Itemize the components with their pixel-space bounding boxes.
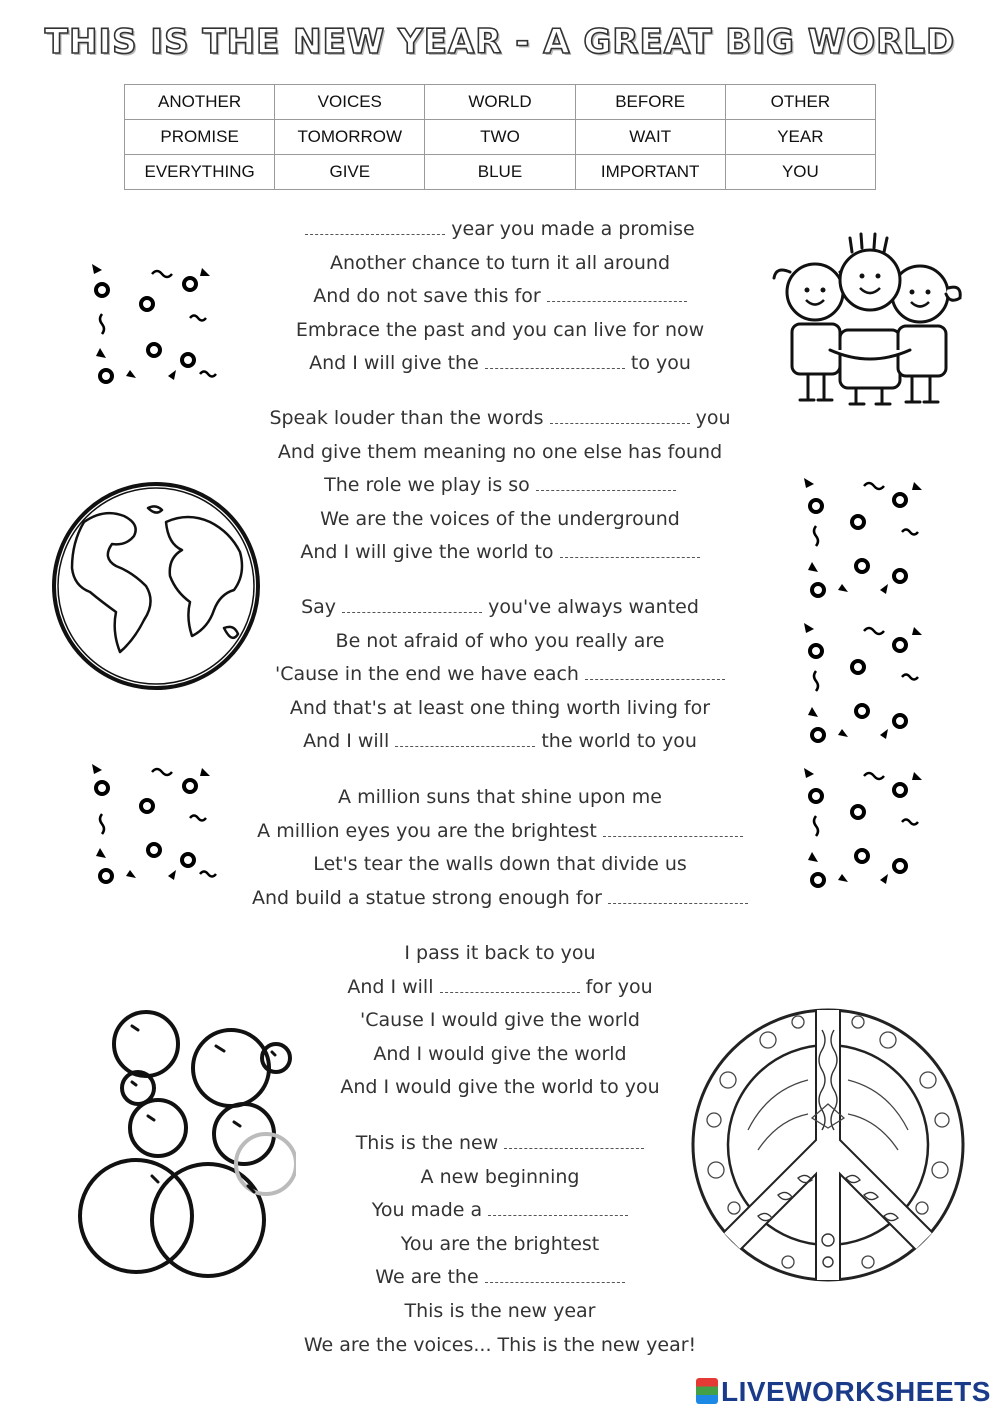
lyric-line — [200, 1329, 800, 1363]
lyric-text: 'Cause I would give the world — [360, 1009, 640, 1032]
lyric-line — [200, 937, 800, 971]
word-bank-cell: EVERYTHING — [125, 155, 275, 190]
lyric-line — [200, 247, 800, 281]
peace-sign-icon — [688, 1000, 968, 1290]
lyric-text: And I will give the — [309, 352, 479, 375]
worksheet-title: THIS IS THE NEW YEAR - A GREAT BIG WORLD — [44, 22, 956, 62]
lyric-text: to you — [630, 352, 691, 375]
word-bank-cell: BLUE — [425, 155, 575, 190]
lyric-text: This is the new — [355, 1132, 499, 1154]
lyric-text: And I will — [303, 730, 390, 753]
lyric-text: The role we play is so — [324, 474, 530, 497]
word-bank-table — [124, 84, 876, 190]
lyric-text: Be not afraid of who you really are — [335, 629, 665, 652]
answer-blank[interactable] — [305, 220, 445, 235]
answer-blank[interactable] — [395, 732, 535, 747]
lyric-line — [200, 725, 800, 759]
bubbles-icon — [76, 1006, 296, 1278]
lyric-line — [200, 402, 800, 436]
children-drawing-icon — [770, 232, 970, 412]
lyric-text: Speak louder than the words — [269, 407, 544, 429]
lyric-text: the world to you — [541, 730, 697, 753]
lyric-line — [200, 848, 800, 882]
word-bank-cell: ANOTHER — [125, 85, 275, 120]
lyric-text: And I would give the world — [373, 1042, 627, 1065]
confetti-strip-icon — [790, 470, 935, 900]
lyric-line — [200, 692, 800, 726]
globe-icon — [48, 478, 264, 694]
word-bank-cell: IMPORTANT — [575, 155, 725, 190]
answer-blank[interactable] — [536, 476, 676, 491]
verse-1 — [200, 213, 800, 381]
answer-blank[interactable] — [488, 1201, 628, 1216]
lyric-line — [200, 815, 800, 849]
lyric-text: you — [695, 407, 731, 429]
lyric-text: And I would give the world to you — [340, 1076, 660, 1099]
answer-blank[interactable] — [608, 889, 748, 904]
verse-3 — [200, 591, 800, 759]
word-bank-cell: WORLD — [425, 85, 575, 120]
answer-blank[interactable] — [485, 354, 625, 369]
confetti-icon — [82, 756, 222, 896]
lyric-text: Let's tear the walls down that divide us — [313, 853, 687, 876]
answer-blank[interactable] — [547, 287, 687, 302]
lyric-text: And I will — [347, 975, 434, 998]
lyric-line — [200, 882, 800, 916]
lyric-text: I pass it back to you — [404, 942, 596, 964]
lyric-text: We are the voices... This is the new year! — [303, 1333, 697, 1356]
lyric-text: year you made a promise — [451, 218, 695, 240]
logo-icon — [696, 1378, 718, 1404]
lyric-line — [200, 781, 800, 815]
word-bank-cell: WAIT — [575, 120, 725, 155]
answer-blank[interactable] — [550, 409, 690, 424]
lyric-text: A million suns that shine upon me — [338, 786, 662, 808]
word-bank-cell: TOMORROW — [275, 120, 425, 155]
lyric-text: Say — [301, 596, 337, 618]
lyric-line — [200, 280, 800, 314]
confetti-icon — [82, 252, 222, 392]
lyric-text: for you — [585, 975, 653, 998]
lyric-line — [200, 503, 800, 537]
answer-blank[interactable] — [440, 978, 580, 993]
word-bank-row — [125, 120, 876, 155]
lyric-line — [200, 347, 800, 381]
answer-blank[interactable] — [342, 598, 482, 613]
lyric-text: A new beginning — [420, 1165, 580, 1188]
lyric-text: Embrace the past and you can live for now — [295, 318, 705, 341]
lyric-line — [200, 469, 800, 503]
lyric-text: 'Cause in the end we have each — [274, 663, 579, 686]
lyric-text: This is the new year — [404, 1299, 596, 1322]
lyric-line — [200, 658, 800, 692]
answer-blank[interactable] — [603, 822, 743, 837]
lyric-line — [200, 213, 800, 247]
word-bank-cell: VOICES — [275, 85, 425, 120]
word-bank-row — [125, 155, 876, 190]
answer-blank[interactable] — [585, 665, 725, 680]
word-bank-cell: OTHER — [725, 85, 875, 120]
lyric-text: We are the — [375, 1266, 479, 1289]
lyric-text: We are the voices of the underground — [320, 507, 680, 530]
lyric-line — [200, 625, 800, 659]
lyric-text: And I will give the world to — [300, 541, 554, 564]
answer-blank[interactable] — [504, 1134, 644, 1149]
verse-2 — [200, 402, 800, 570]
liveworksheets-logo — [696, 1376, 991, 1408]
lyric-text: You made a — [371, 1199, 483, 1222]
answer-blank[interactable] — [560, 543, 700, 558]
lyric-text: And build a statue strong enough for — [251, 886, 602, 909]
lyric-text: You are the brightest — [400, 1232, 600, 1255]
lyric-line — [200, 536, 800, 570]
lyric-text: And that's at least one thing worth living for — [289, 696, 711, 719]
word-bank-cell: PROMISE — [125, 120, 275, 155]
word-bank-row — [125, 85, 876, 120]
lyric-text: A million eyes you are the brightest — [257, 819, 597, 842]
verse-4 — [200, 781, 800, 915]
lyric-line — [200, 1295, 800, 1329]
lyric-text: you've always wanted — [488, 596, 699, 618]
lyric-line — [200, 591, 800, 625]
word-bank-cell: YOU — [725, 155, 875, 190]
word-bank-cell: BEFORE — [575, 85, 725, 120]
word-bank-cell: TWO — [425, 120, 575, 155]
lyric-text: And give them meaning no one else has found — [277, 440, 723, 463]
word-bank-cell: YEAR — [725, 120, 875, 155]
lyric-text: And do not save this for — [313, 285, 541, 308]
answer-blank[interactable] — [485, 1268, 625, 1283]
lyric-line — [200, 436, 800, 470]
logo-text: LIVEWORKSHEETS — [721, 1376, 991, 1407]
lyric-text: Another chance to turn it all around — [329, 251, 671, 274]
word-bank-cell: GIVE — [275, 155, 425, 190]
lyric-line — [200, 314, 800, 348]
